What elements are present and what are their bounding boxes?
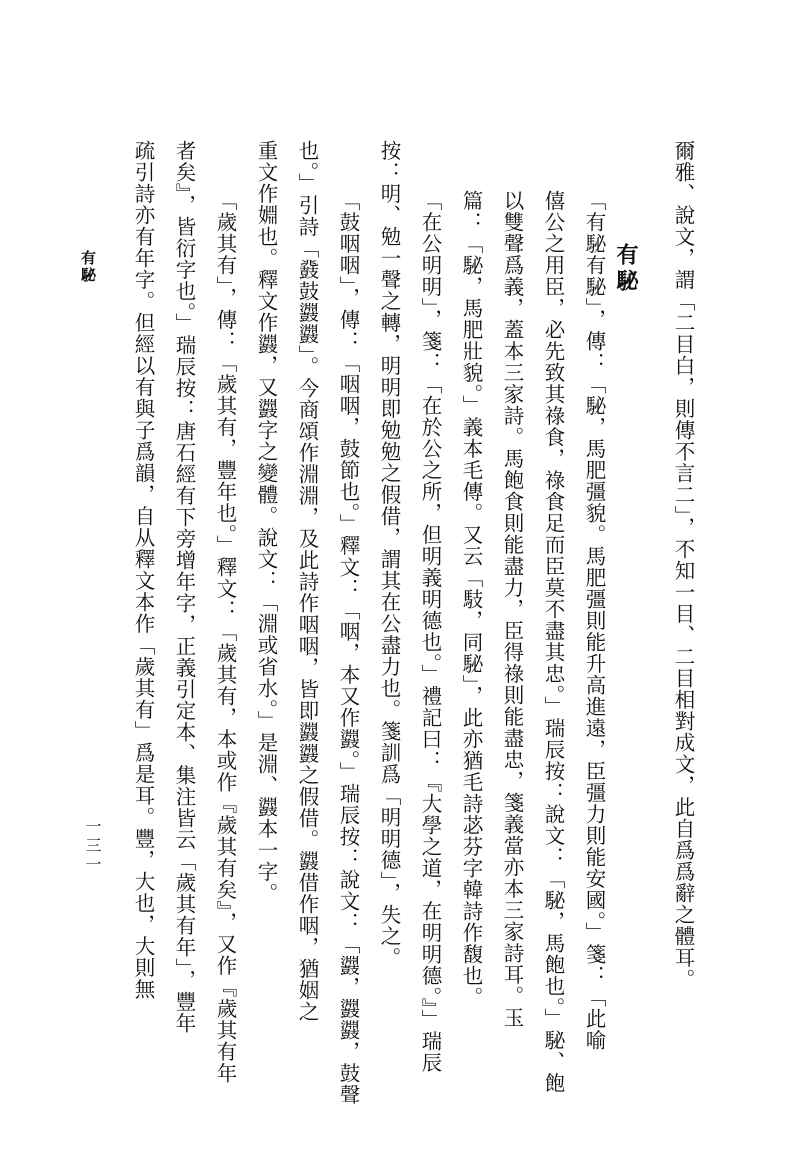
section-title: 有駜 <box>613 243 639 295</box>
text-column-10: 重文作婣也。釋文作鼝，又鼝字之變體。說文：「淵或省水。」是淵、鼝本一字。 <box>254 140 278 904</box>
text-column-1: 爾雅、說文，謂「二目白，則傳不言二」，不知一目、二目相對成文，此自爲爲辭之體耳。 <box>671 140 695 990</box>
text-column-7: 按：明、勉一聲之轉，明明即勉勉之假借，謂其在公盡力也。箋訓爲「明明德」，失之。 <box>377 140 401 969</box>
text-column-12: 者矣』，皆衍字也。」瑞辰按：唐石經有下旁增年字，正義引定本、集注皆云「歲其有年」，豐年 <box>172 140 196 1034</box>
text-column-5: 篇：「駜，馬肥壯貌。」義本毛傳。又云「馶，同駜」，此亦猶毛詩苾芬字韓詩作馥也。 <box>459 190 483 1008</box>
text-column-3: 僖公之用臣，必先致其祿食，祿食足而臣莫不盡其忠。」瑞辰按：說文：「駜，馬飽也。」駜、飽 <box>541 190 565 1094</box>
text-column-6: 「在公明明」，箋：「在於公之所，但明義明德也。」禮記曰：『大學之道，在明明德。』」瑞辰 <box>418 190 442 1074</box>
text-column-4: 以雙聲爲義，蓋本三家詩。馬飽食則能盡力，臣得祿則能盡忠，箋義當亦本三家詩耳。玉 <box>500 190 524 1029</box>
text-column-11: 「歲其有」，傳：「歲其有，豐年也。」釋文：「歲其有，本或作『歲其有矣』，又作『歲其有年 <box>213 190 237 1084</box>
text-column-13: 疏引詩亦有年字。但經以有與子爲韻，自从釋文本作「歲其有」爲是耳。豐，大也，大則無 <box>131 140 155 1000</box>
text-column-2: 「有駜有駜」，傳：「駜，馬肥彊貌。馬肥彊則能升高進遠，臣彊力則能安國。」箋：「此喻 <box>582 190 606 1051</box>
text-column-9: 也。」引詩「鼗鼓鼝鼝」。今商頌作淵淵，及此詩作咽咽，皆即鼝鼝之假借。鼝借作咽，猶姻之 <box>295 140 319 1023</box>
page-number: 一三一 <box>83 818 102 875</box>
text-column-8: 「鼓咽咽」，傳：「咽咽，鼓節也。」釋文：「咽，本又作鼝。」瑞辰按：說文：「鼝，鼝鼝，鼓聲 <box>336 190 360 1106</box>
running-head: 有駜 <box>79 250 97 284</box>
